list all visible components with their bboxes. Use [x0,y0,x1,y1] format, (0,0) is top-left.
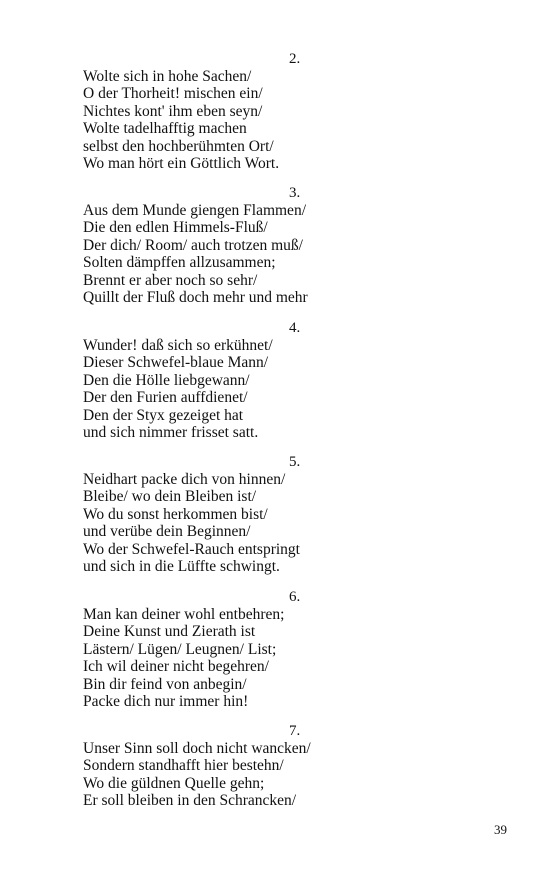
stanza-4 [83,320,343,441]
verse-line: Wolte tadelhafftig machen [83,120,247,138]
stanza-3 [83,185,343,306]
verse-line: Solten dämpffen allzusammen; [83,254,276,272]
verse-line: und sich nimmer frisset satt. [83,423,259,441]
stanza-5 [83,454,343,575]
verse-line: Wo die güldnen Quelle gehn; [83,774,265,792]
verse-line: Man kan deiner wohl entbehren; [83,606,285,623]
verse-line: Aus dem Munde giengen Flammen/ [83,202,306,219]
verse-line: und verübe dein Beginnen/ [83,523,251,541]
verse-line: Der dich/ Room/ auch trotzen muß/ [83,236,303,254]
verse-line: Wo der Schwefel-Rauch entspringt [83,540,300,558]
verse-line: Dieser Schwefel-blaue Mann/ [83,354,269,372]
stanza-2 [83,51,343,172]
stanza-7 [83,723,343,810]
verse-line: Neidhart packe dich von hinnen/ [83,471,286,488]
verse-line: und sich in die Lüffte schwingt. [83,557,280,575]
verse-line: Er soll bleiben in den Schrancken/ [83,792,297,810]
verse-line: Ich wil deiner nicht begehren/ [83,658,269,676]
verse-line: Den der Styx gezeiget hat [83,406,244,424]
verse-line: Wunder! daß sich so erkühnet/ [83,337,273,354]
stanza-number: 4. [289,320,301,336]
verse-line: Bin dir feind von anbegin/ [83,675,247,693]
verse-line: selbst den hochberühmten Ort/ [83,137,274,155]
verse-line: Quillt der Fluß doch mehr und mehr [83,288,308,306]
stanza-number: 6. [289,589,301,605]
verse-line: Den die Hölle liebgewann/ [83,371,250,389]
verse-line: Der den Furien auffdienet/ [83,389,248,407]
verse-line: Wo du sonst herkommen bist/ [83,505,268,523]
verse-line: Unser Sinn soll doch nicht wancken/ [83,740,311,757]
verse-line: Nichtes kont' ihm eben seyn/ [83,102,263,120]
stanza-number: 5. [289,454,301,470]
verse-line: Sondern standhafft hier bestehn/ [83,757,284,775]
verse-line: Brennt er aber noch so sehr/ [83,271,258,289]
verse-line: Lästern/ Lügen/ Leugnen/ List; [83,640,277,658]
verse-line: Die den edlen Himmels-Fluß/ [83,219,268,237]
stanza-number: 3. [289,185,301,201]
verse-line: Packe dich nur immer hin! [83,692,249,710]
verse-line: Deine Kunst und Zierath ist [83,623,256,641]
verse-line: Wo man hört ein Göttlich Wort. [83,154,280,172]
verse-line: Wolte sich in hohe Sachen/ [83,68,252,85]
stanza-number: 2. [289,51,301,67]
page-number: 39 [494,822,507,837]
verse-line: Bleibe/ wo dein Bleiben ist/ [83,488,257,506]
stanza-6 [83,589,343,710]
verse-line: O der Thorheit! mischen ein/ [83,85,263,103]
stanza-number: 7. [289,723,301,739]
